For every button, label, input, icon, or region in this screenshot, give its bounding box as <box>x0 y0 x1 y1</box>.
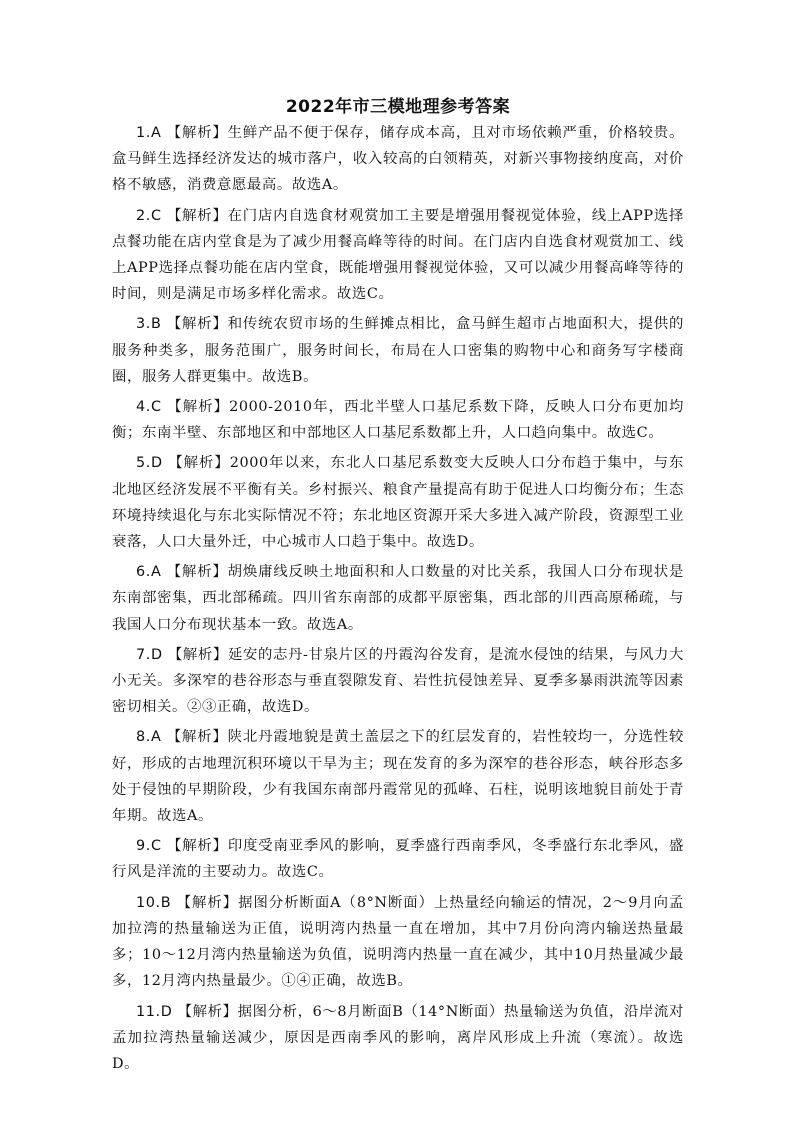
analysis-tag: 【解析】 <box>167 646 228 663</box>
answer-number: 11. <box>136 1003 161 1020</box>
answer-text: 2000年以来，东北人口基尼系数变大反映人口分布趋于集中，与东北地区经济发展不平衡有关。乡村振兴、粮食产量提高有助于促进人口均衡分布；生态环境持续退化与东北实际情况不符；东北地区资源开采大多进入减产阶段，资源型工业衰落，人口大量外迁，中心城市人口趋于集中。故选D。 <box>112 455 685 551</box>
analysis-tag: 【解析】 <box>166 125 228 141</box>
answer-text: 在门店内自选食材观赏加工主要是增强用餐视觉体验，线上APP选择点餐功能在店内堂食是为了减少用餐高峰等待的时间。在门店内自选食材观赏加工、线上APP选择点餐功能在店内堂食，既能增强用餐视觉体验，又可以减少用餐高峰等待的时间，则是满足市场多样化需求。故选C。 <box>112 207 684 303</box>
answer-letter: D <box>160 1003 173 1020</box>
answer-item <box>112 724 684 829</box>
answer-text: 印度受南亚季风的影响，夏季盛行西南季风，冬季盛行东北季风，盛行风是洋流的主要动力。故选C。 <box>112 838 684 881</box>
answer-item <box>112 120 684 199</box>
answer-number: 7. <box>136 646 151 663</box>
answer-text: 据图分析断面A（8°N断面）上热量经向输运的情况，2～9月向孟加拉湾的热量输送为正值，说明湾内热量一直在增加，其中7月份向湾内输送热量最多；10～12月湾内热量输送为负值，说明湾内热量一直在减少，其中10月热量减少最多，12月湾内热量最少。①④正确，故选B。 <box>112 894 684 990</box>
answer-item <box>112 203 684 308</box>
answer-item <box>112 890 684 995</box>
answer-letter: C <box>150 399 162 416</box>
answer-document <box>112 96 684 1081</box>
analysis-tag: 【解析】 <box>166 207 228 224</box>
answer-letter: A <box>150 125 162 141</box>
page-title: 2022年市三模地理参考答案 <box>285 97 511 117</box>
analysis-tag: 【解析】 <box>167 838 228 855</box>
answer-text: 和传统农贸市场的生鲜摊点相比，盒马鲜生超市占地面积大，提供的服务种类多，服务范围广，服务时间长，布局在人口密集的购物中心和商务写字楼商圈，服务人群更集中。故选B。 <box>112 316 684 385</box>
answer-number: 6. <box>136 564 151 581</box>
answer-text: 据图分析，6～8月断面B（14°N断面）热量输送为负值，沿岸流对孟加拉湾热量输送减少，原因是西南季风的影响，离岸风形成上升流（寒流）。故选D。 <box>112 1003 684 1072</box>
answer-item <box>112 999 684 1078</box>
answer-item <box>112 394 684 446</box>
analysis-tag: 【解析】 <box>167 399 230 416</box>
answer-item <box>112 450 684 555</box>
answer-letter: B <box>150 316 162 333</box>
answer-number: 4. <box>136 399 151 416</box>
answer-text: 生鲜产品不便于保存，储存成本高，且对市场依赖严重，价格较贵。盒马鲜生选择经济发达的城市落户，收入较高的白领精英，对新兴事物接纳度高，对价格不敏感，消费意愿最高。故选A。 <box>112 125 684 194</box>
analysis-tag: 【解析】 <box>176 894 239 911</box>
answer-item <box>112 311 684 390</box>
answer-letter: A <box>150 564 162 581</box>
answer-number: 10. <box>136 894 161 911</box>
answer-number: 2. <box>136 207 151 224</box>
answer-letter: C <box>150 207 162 224</box>
answer-text: 胡焕庸线反映土地面积和人口数量的对比关系，我国人口分布现状是东南部密集，西北部稀疏。四川省东南部的成都平原密集，西北部的川西高原稀疏，与我国人口分布现状基本一致。故选A。 <box>112 564 684 633</box>
answer-text: 2000-2010年，西北半壁人口基尼系数下降，反映人口分布更加均衡；东南半壁、东部地区和中部地区人口基尼系数都上升，人口趋向集中。故选C。 <box>112 399 684 442</box>
answer-letter: A <box>150 729 162 746</box>
answer-letter: D <box>150 646 163 663</box>
analysis-tag: 【解析】 <box>166 316 228 333</box>
answer-text: 陕北丹霞地貌是黄土盖层之下的红层发育的，岩性较均一，分选性较好，形成的古地理沉积环境以干旱为主；现在发育的多为深窄的巷谷形态，峡谷形态多处于侵蚀的早期阶段，少有我国东南部丹霞常见的孤峰、石柱，说明该地貌目前处于青年期。故选A。 <box>112 729 684 825</box>
answer-letter: B <box>160 894 172 911</box>
answer-text: 延安的志丹-甘泉片区的丹霞沟谷发育，是流水侵蚀的结果，与风力大小无关。多深窄的巷谷形态与垂直裂隙发育、岩性抗侵蚀差异、夏季多暴雨洪流等因素密切相关。②③正确，故选D。 <box>112 646 685 716</box>
answer-number: 8. <box>136 729 151 746</box>
answer-letter: D <box>150 455 163 472</box>
analysis-tag: 【解析】 <box>166 564 228 581</box>
answer-item <box>112 833 684 885</box>
answer-number: 9. <box>136 838 151 855</box>
answer-item <box>112 642 684 721</box>
analysis-tag: 【解析】 <box>168 455 230 472</box>
answer-item <box>112 559 684 638</box>
answer-number: 1. <box>136 125 151 141</box>
answer-number: 3. <box>136 316 151 333</box>
answer-letter: C <box>150 838 162 855</box>
answer-number: 5. <box>136 455 151 472</box>
analysis-tag: 【解析】 <box>177 1003 238 1020</box>
analysis-tag: 【解析】 <box>166 729 228 746</box>
